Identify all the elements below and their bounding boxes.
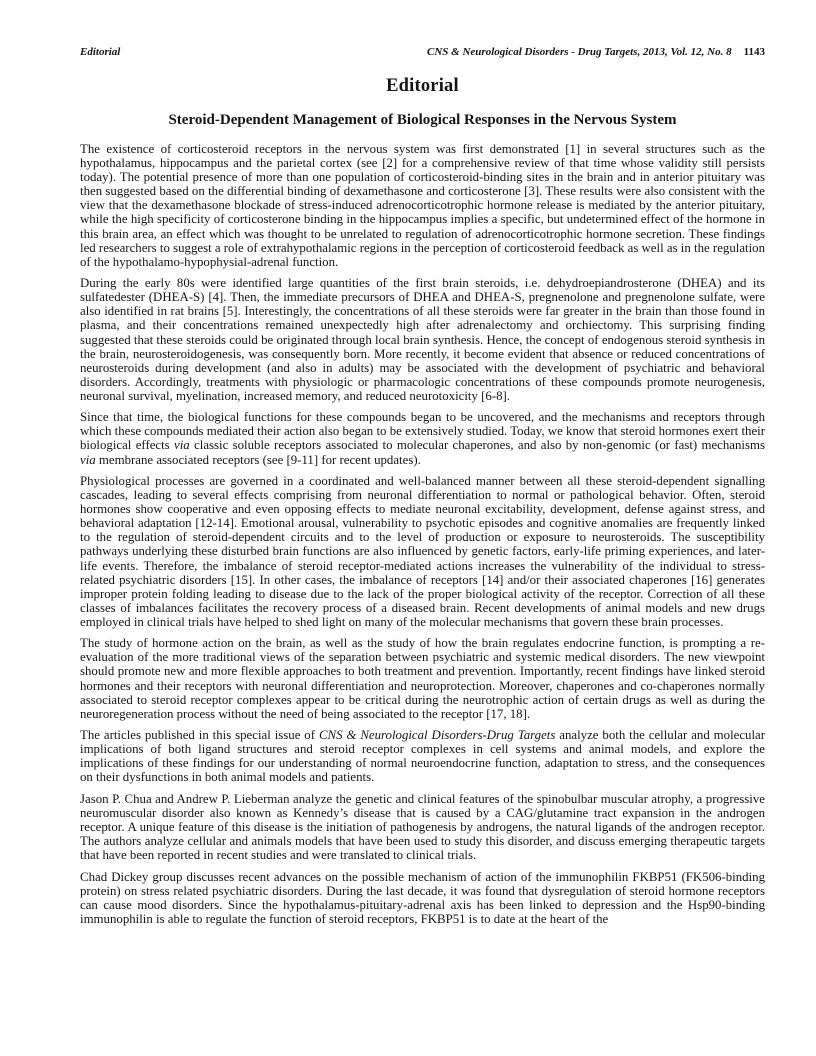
paragraph-7: Jason P. Chua and Andrew P. Lieberman analyze the genetic and clinical features of the spinobulbar muscular atrophy, a progressive neuromuscular disorder also known as Kennedy’s disease that is caused by a CAG/glutamine tract expansion in the androgen receptor. A unique feature of this disease is the initiation of pathogenesis by androgens, the natural ligands of the androgen receptor. The authors analyze cellular and animals models that have been used to study this disorder, and discuss emerging therapeutic targets that have been reported in recent studies and were translated to clinical trials. — [80, 791, 765, 863]
paragraph-6: The articles published in this special issue of CNS & Neurological Disorders-Drug Targets analyze both the cellular and molecular implications of both ligand structures and steroid receptor complexes in cell systems and animal models, and explore the implications of these findings for our understanding of normal neuroendocrine function, adaptation to stress, and the consequences on their dysfunctions in both animal models and patients. — [80, 728, 766, 785]
running-head-section: Editorial — [80, 46, 121, 58]
paragraph-2: During the early 80s were identified large quantities of the first brain steroids, i.e. dehydroepiandrosterone (DHEA) and its sulfatedester (DHEA-S) [4]. Then, the immediate precursors of DHEA and DHEA-S, pregnenolone and pregnenolone sulfate, were also identified in rat brains [5]. Interestingly, the concentrations of all these steroids were far greater in the brain than those found in plasma, and their concentrations remained unexpectedly high after adrenalectomy and orchiectomy. This surprising finding suggested that these steroids could be originated through local brain synthesis. Hence, the concept of endogenous steroid synthesis in the brain, neurosteroidogenesis, was consequently born. More recently, it become evident that absence or reduced concentrations of neurosteroids during development (and also in adults) may be associated with the development of psychiatric and behavioral disorders. Accordingly, treatments with physiologic or pharmacologic concentrations of these compounds promote neurogenesis, neuronal survival, myelination, increased memory, and reduced neurotoxicity [6-8]. — [80, 276, 765, 403]
running-head-journal-info — [427, 46, 765, 58]
article-body — [80, 142, 765, 926]
running-head — [80, 46, 765, 58]
paragraph-3: Since that time, the biological functions for these compounds began to be uncovered, and the mechanisms and receptors through which these compounds mediated their action also began to be extensively studied. Today, we know that steroid hormones exert their biological effects via classic soluble receptors associated to molecular chaperones, and also by non-genomic (or fast) mechanisms via membrane associated receptors (see [9-11] for recent updates). — [80, 410, 765, 467]
section-heading: Editorial — [386, 76, 459, 96]
paragraph-4: Physiological processes are governed in a coordinated and well-balanced manner between all these steroid-dependent signalling cascades, leading to several effects comprising from neuronal differentiation to normal or pathological behavior. Often, steroid hormones show cooperative and even opposing effects to mediate neuronal excitability, development, defense against stress, and behavioral adaptation [12-14]. Emotional arousal, vulnerability to psychotic episodes and cognitive anomalies are frequently linked to the regulation of steroid-dependent circuits and to the level of production or exposure to neurosteroids. The susceptibility pathways underlying these disturbed brain functions are also influenced by genetic factors, early-life priming experiences, and later-life events. Therefore, the imbalance of steroid receptor-mediated actions increases the vulnerability of the individual to stress-related psychiatric disorders [15]. In other cases, the imbalance of receptors [14] and/or their associated chaperones [16] generates improper protein folding leading to disease due to the lack of the proper biological activity of the receptor. Correction of all these classes of imbalances facilitates the recovery process of a diseased brain. Recent developments of animal models and new drugs employed in clinical trials have helped to shed light on many of the molecular mechanisms that govern these brain processes. — [80, 473, 765, 629]
page-number: 1143 — [743, 46, 765, 58]
journal-citation: CNS & Neurological Disorders - Drug Targets, 2013, Vol. 12, No. 8 — [427, 46, 732, 58]
paragraph-8: Chad Dickey group discusses recent advances on the possible mechanism of action of the immunophilin FKBP51 (FK506-binding protein) on stress related psychiatric disorders. During the last decade, it was found that dysregulation of steroid hormone receptors can cause mood disorders. Since the hypothalamus-pituitary-adrenal axis has been linked to depression and the Hsp90-binding immunophilin is able to regulate the function of steroid receptors, FKBP51 is to date at the heart of the — [80, 869, 765, 926]
article-title: Steroid-Dependent Management of Biological Responses in the Nervous System — [168, 112, 677, 128]
paragraph-1: The existence of corticosteroid receptors in the nervous system was first demonstrated [1] in several structures such as the hypothalamus, hippocampus and the parietal cortex (see [2] for a comprehensive review of that time whose validity still persists today). The potential presence of more than one population of corticosteroid-binding sites in the brain and in anterior pituitary was then suggested based on the differential binding of dexamethasone and corticosterone [3]. These results were also consistent with the view that the dexamethasone blockade of stress-induced adrenocorticotrophic hormone release is mediated by the anterior pituitary, while the high specificity of corticosterone binding in the hippocampus implies a specific, but undetermined effect of the hormone in this brain area, an effect which was thought to be unrelated to regulation of adrenocorticotrophic hormone secretion. These findings led researchers to suggest a role of extrahypothalamic regions in the perception of corticosteroid feedback as well as in the regulation of the hypothalamo-hypophysial-adrenal function. — [80, 142, 765, 269]
paragraph-5: The study of hormone action on the brain, as well as the study of how the brain regulates endocrine function, is prompting a re-evaluation of the more traditional views of the separation between psychiatric and systemic medical disorders. The new viewpoint should promote new and more flexible approaches to both treatment and prevention. Importantly, recent findings have linked steroid hormones and their receptors with neuronal differentiation and neuroprotection. Moreover, chaperones and co-chaperones normally associated to steroid receptor complexes appear to be critical during the neurotrophic action of certain drugs as well as during the neuroregeneration process without the need of being associated to the receptor [17, 18]. — [80, 636, 765, 721]
